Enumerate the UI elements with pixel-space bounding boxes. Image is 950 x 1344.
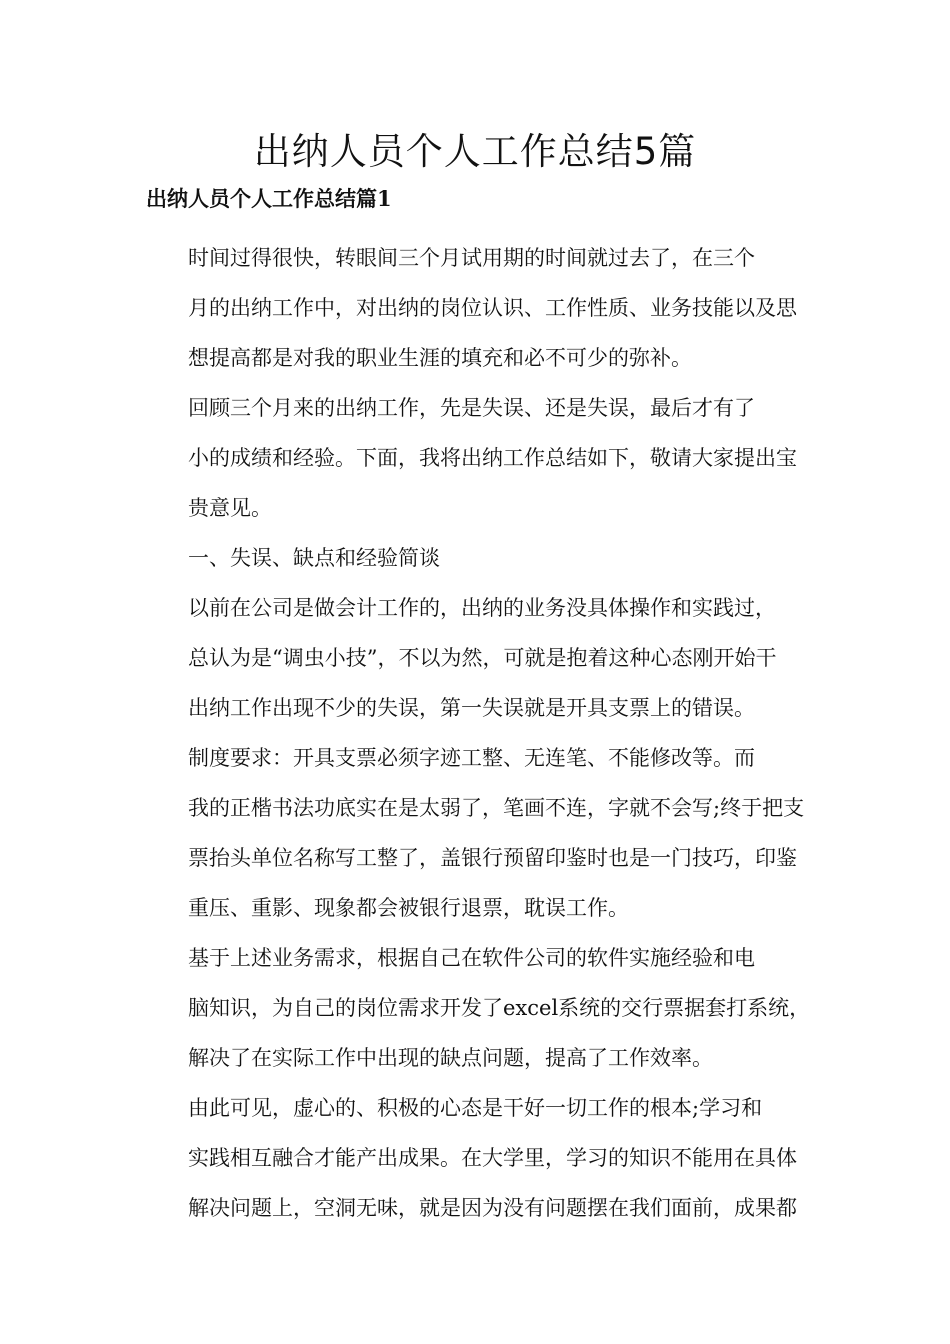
paragraph-line: 解决了在实际工作中出现的缺点问题，提高了工作效率。 bbox=[188, 1046, 713, 1070]
paragraph-line: 贵意见。 bbox=[188, 496, 272, 520]
paragraph-line: 时间过得很快，转眼间三个月试用期的时间就过去了，在三个 bbox=[188, 246, 755, 270]
paragraph-line: 小的成绩和经验。下面，我将出纳工作总结如下，敬请大家提出宝 bbox=[188, 446, 797, 470]
paragraph-line: 总认为是“调虫小技”，不以为然，可就是抱着这种心态刚开始干 bbox=[188, 646, 777, 670]
paragraph-line: 脑知识，为自己的岗位需求开发了excel系统的交行票据套打系统， bbox=[188, 996, 811, 1020]
document-body bbox=[146, 233, 810, 1233]
section-heading: 出纳人员个人工作总结篇1 bbox=[146, 186, 392, 211]
document-title: 出纳人员个人工作总结5篇 bbox=[253, 130, 697, 173]
paragraph-line: 解决问题上，空洞无味，就是因为没有问题摆在我们面前，成果都 bbox=[188, 1196, 797, 1220]
paragraph-line: 一、失误、缺点和经验简谈 bbox=[188, 546, 440, 570]
paragraph-line: 想提高都是对我的职业生涯的填充和必不可少的弥补。 bbox=[188, 346, 692, 370]
paragraph-line: 月的出纳工作中，对出纳的岗位认识、工作性质、业务技能以及思 bbox=[188, 296, 797, 320]
body-paragraph bbox=[146, 733, 810, 933]
paragraph-line: 出纳工作出现不少的失误，第一失误就是开具支票上的错误。 bbox=[188, 696, 755, 720]
paragraph-line: 以前在公司是做会计工作的，出纳的业务没具体操作和实践过， bbox=[188, 596, 776, 620]
body-paragraph bbox=[146, 583, 810, 733]
paragraph-line: 票抬头单位名称写工整了，盖银行预留印鉴时也是一门技巧，印鉴 bbox=[188, 846, 797, 870]
paragraph-line: 制度要求：开具支票必须字迹工整、无连笔、不能修改等。而 bbox=[188, 746, 755, 770]
paragraph-line: 回顾三个月来的出纳工作，先是失误、还是失误，最后才有了 bbox=[188, 396, 755, 420]
paragraph-line: 实践相互融合才能产出成果。在大学里，学习的知识不能用在具体 bbox=[188, 1146, 797, 1170]
body-paragraph bbox=[146, 933, 810, 1083]
body-paragraph bbox=[146, 233, 810, 383]
body-paragraph bbox=[146, 533, 810, 583]
paragraph-line: 由此可见，虚心的、积极的心态是干好一切工作的根本;学习和 bbox=[188, 1096, 763, 1120]
paragraph-line: 重压、重影、现象都会被银行退票，耽误工作。 bbox=[188, 896, 629, 920]
body-paragraph bbox=[146, 1083, 810, 1233]
paragraph-line: 我的正楷书法功底实在是太弱了，笔画不连，字就不会写;终于把支 bbox=[188, 796, 805, 820]
paragraph-line: 基于上述业务需求，根据自己在软件公司的软件实施经验和电 bbox=[188, 946, 755, 970]
body-paragraph bbox=[146, 383, 810, 533]
